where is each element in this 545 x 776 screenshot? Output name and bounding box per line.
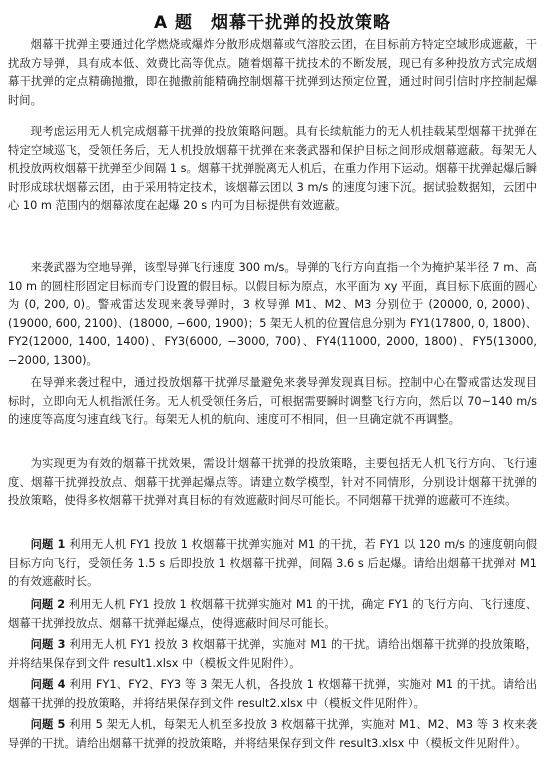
question-1-label: 问题 1 (30, 538, 66, 551)
question-3-text: 利用无人机 FY1 投放 3 枚烟幕干扰弹，实施对 M1 的干扰。请给出烟幕干扰弹的投放策略，并将结果保存到文件 result1.xlsx 中（模板文件见附件）。 (8, 638, 538, 670)
objective-paragraph: 为实现更为有效的烟幕干扰效果，需设计烟幕干扰弹的投放策略，主要包括无人机飞行方向、飞行速度、烟幕干扰弹投放点、烟幕干扰弹起爆点等。请建立数学模型，针对不同情形，分别设计烟幕干扰弹的投放策略，使得多枚烟幕干扰弹对真目标的有效遮蔽时间尽可能长。不同烟幕干扰弹的遮蔽可不连续。 (8, 457, 537, 508)
question-4-text: 利用 FY1、FY2、FY3 等 3 架无人机，各投放 1 枚烟幕干扰弹，实施对 M1 的干扰。请给出烟幕干扰弹的投放策略，并将结果保存到文件 result2.xlsx 中（模板文件见附件）。 (8, 678, 538, 710)
question-3 (8, 636, 537, 673)
question-5 (8, 716, 537, 753)
question-4 (8, 676, 537, 713)
question-1-text: 利用无人机 FY1 投放 1 枚烟幕干扰弹实施对 M1 的干扰，若 FY1 以 120 m/s 的速度朝向假目标方向飞行，受领任务 1.5 s 后即投放 1 枚烟幕干扰弹，间隔 3.6 s 后起爆。请给出烟幕干扰弹对 M1 的有效遮蔽时长。 (8, 538, 537, 589)
question-4-label: 问题 4 (30, 678, 66, 691)
scenario-paragraph: 现考虑运用无人机完成烟幕干扰弹的投放策略问题。具有长续航能力的无人机挂载某型烟幕干扰弹在特定空域巡飞，受领任务后，无人机投放烟幕干扰弹在来袭武器和保护目标之间形成烟幕遮蔽。每架无人机投放两枚烟幕干扰弹至少间隔 1 s。烟幕干扰弹脱离无人机后，在重力作用下运动。烟幕干扰弹起爆后瞬时形成球状烟幕云团，由于采用特定技术，该烟幕云团以 3 m/s 的速度匀速下沉。据试验数据知，云团中心 10 m 范围内的烟幕浓度在起爆 20 s 内可为目标提供有效遮蔽。 (8, 125, 537, 213)
process-paragraph: 在导弹来袭过程中，通过投放烟幕干扰弹尽量避免来袭导弹发现真目标。控制中心在警戒雷达发现目标时，立即向无人机指派任务。无人机受领任务后，可根据需要瞬时调整飞行方向，然后以 70~140 m/s 的速度等高度匀速直线飞行。每架无人机的航向、速度可不相同，但一旦确定就不再调整。 (8, 376, 537, 427)
question-3-label: 问题 3 (30, 638, 66, 651)
page-title: A 题 烟幕干扰弹的投放策略 (153, 13, 392, 33)
parameters-paragraph: 来袭武器为空地导弹，该型导弹飞行速度 300 m/s。导弹的飞行方向直指一个为掩护某半径 7 m、高 10 m 的圆柱形固定目标而专门设置的假目标。以假目标为原点，水平面为 xy 平面，真目标下底面的圆心为 (0, 200, 0)。警戒雷达发现来袭导弹时，3 枚导弹 M1、M2、M3 分别位于 (20000, 0, 2000)、(19000, 600, 2100)、(18000, −600, 1900)；5 架无人机的位置信息分别为 FY1(17800, 0, 1800)、FY2(12000, 1400, 1400)、FY3(6000, −3000, 700)、FY4(11000, 2000, 1800)、FY5(13000, −2000, 1300)。 (8, 261, 537, 367)
question-2-text: 利用无人机 FY1 投放 1 枚烟幕干扰弹实施对 M1 的干扰，确定 FY1 的飞行方向、飞行速度、烟幕干扰弹投放点、烟幕干扰弹起爆点，使得遮蔽时间尽可能长。 (8, 598, 538, 630)
question-2-label: 问题 2 (30, 598, 66, 611)
question-5-label: 问题 5 (30, 718, 66, 731)
question-1 (8, 536, 537, 592)
intro-paragraph: 烟幕干扰弹主要通过化学燃烧或爆炸分散形成烟幕或气溶胶云团，在目标前方特定空域形成遮蔽，干扰敌方导弹，具有成本低、效费比高等优点。随着烟幕干扰技术的不断发展，现已有多种投放方式完成烟幕干扰弹的定点精确抛撒，即在抛撒前能精确控制烟幕干扰弹到达预定位置，通过时间引信时序控制起爆时间。 (8, 38, 537, 107)
question-5-text: 利用 5 架无人机，每架无人机至多投放 3 枚烟幕干扰弹，实施对 M1、M2、M3 等 3 枚来袭导弹的干扰。请给出烟幕干扰弹的投放策略，并将结果保存到文件 result3.xlsx 中（模板文件见附件）。 (8, 718, 538, 750)
question-2 (8, 596, 537, 633)
